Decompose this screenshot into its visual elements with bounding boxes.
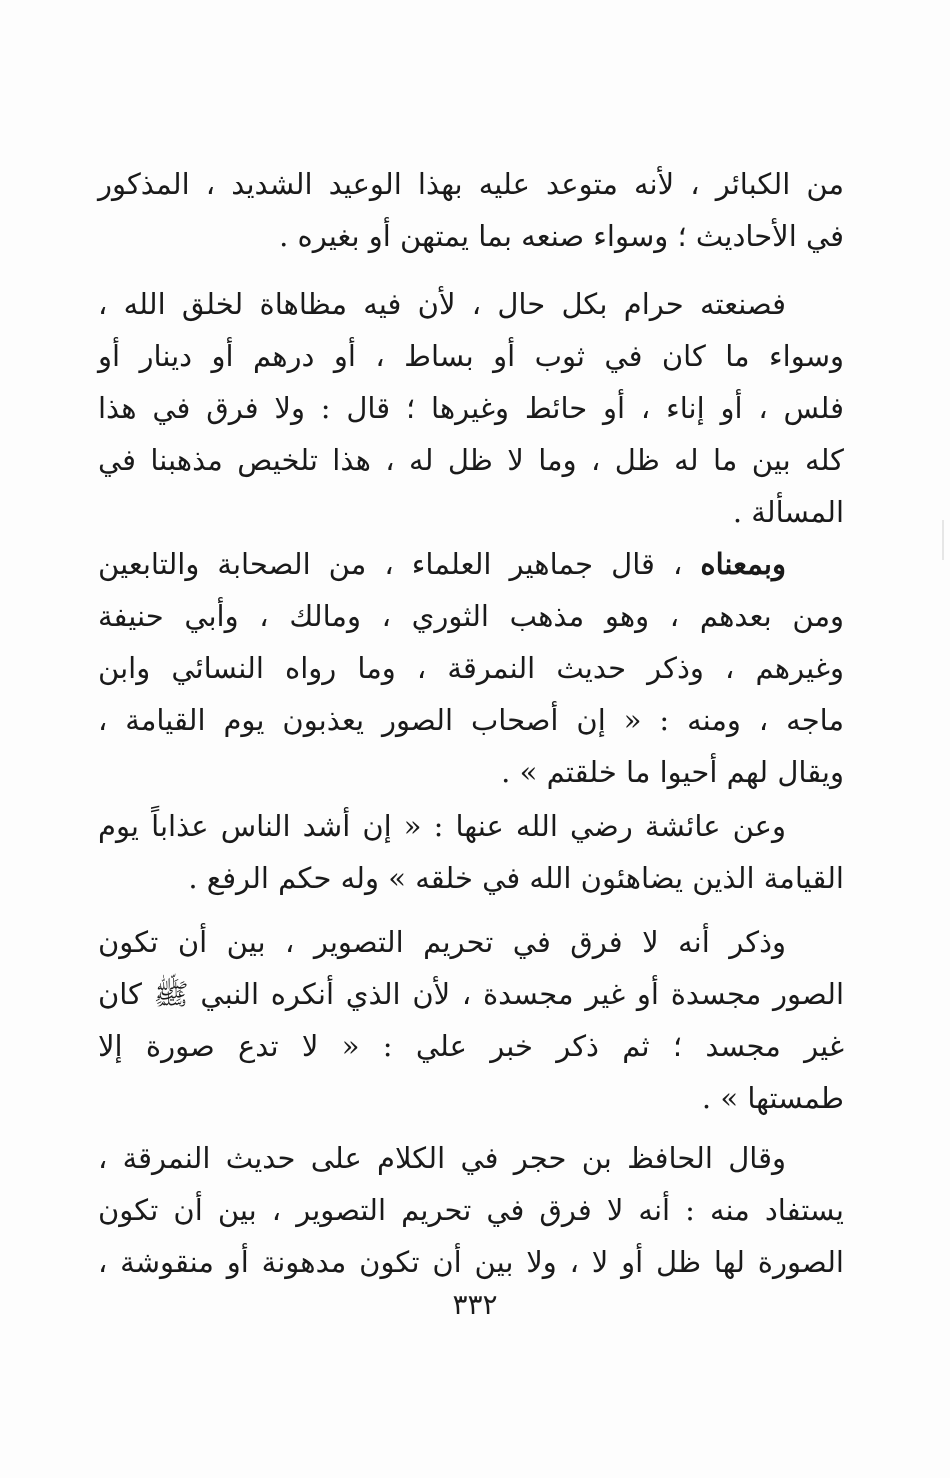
- paragraph-4: [98, 800, 844, 904]
- text-line: ماجه ، ومنه : « إن أصحاب الصور يعذبون يوم القيامة ،: [98, 703, 844, 737]
- text-line: الصور مجسدة أو غير مجسدة ، لأن الذي أنكره النبي ﷺ كان: [98, 977, 844, 1011]
- text-line: وقال الحافظ بن حجر في الكلام على حديث النمرقة ،: [98, 1141, 786, 1175]
- text-line: ومن بعدهم ، وهو مذهب الثوري ، ومالك ، وأبي حنيفة: [98, 599, 844, 633]
- text-line: ويقال لهم أحيوا ما خلقتم » .: [501, 755, 844, 789]
- scan-edge-mark: [942, 520, 944, 560]
- text-line: [98, 538, 844, 590]
- text-line: القيامة الذين يضاهئون الله في خلقه » وله حكم الرفع .: [188, 861, 844, 895]
- paragraph-1: [98, 158, 844, 262]
- text-line: طمستها » .: [701, 1081, 844, 1115]
- text-line: الصورة لها ظل أو لا ، ولا بين أن تكون مدهونة أو منقوشة ،: [98, 1245, 844, 1279]
- text-line: وغيرهم ، وذكر حديث النمرقة ، وما رواه النسائي وابن: [98, 651, 844, 685]
- text-line: وعن عائشة رضي الله عنها : « إن أشد الناس عذاباً يوم: [98, 809, 786, 843]
- text-line: يستفاد منه : أنه لا فرق في تحريم التصوير ، بين أن تكون: [98, 1193, 844, 1227]
- text-line: وسواء ما كان في ثوب أو بساط ، أو درهم أو دينار أو: [98, 339, 844, 373]
- paragraph-2: [98, 278, 844, 538]
- text-line-rest: ، قال جماهير العلماء ، من الصحابة والتابعين: [98, 547, 701, 581]
- bold-lead-word: وبمعناه: [700, 547, 786, 581]
- paragraph-5: [98, 916, 844, 1124]
- page-number: ٣٣٢: [452, 1288, 498, 1321]
- text-line: فصنعته حرام بكل حال ، لأن فيه مظاهاة لخلق الله ،: [98, 287, 786, 321]
- text-line: وذكر أنه لا فرق في تحريم التصوير ، بين أن تكون: [98, 925, 786, 959]
- text-line: من الكبائر ، لأنه متوعد عليه بهذا الوعيد الشديد ، المذكور: [98, 167, 844, 201]
- text-line: كله بين ما له ظل ، وما لا ظل له ، هذا تلخيص مذهبنا في: [98, 443, 844, 477]
- paragraph-3: [98, 538, 844, 798]
- text-line: المسألة .: [732, 495, 844, 529]
- paragraph-6: [98, 1132, 844, 1288]
- text-line: فلس ، أو إناء ، أو حائط وغيرها ؛ قال : ولا فرق في هذا: [98, 391, 844, 425]
- text-line: غير مجسد ؛ ثم ذكر خبر علي : « لا تدع صورة إلا: [98, 1029, 844, 1063]
- text-line: في الأحاديث ؛ وسواء صنعه بما يمتهن أو بغيره .: [279, 219, 844, 253]
